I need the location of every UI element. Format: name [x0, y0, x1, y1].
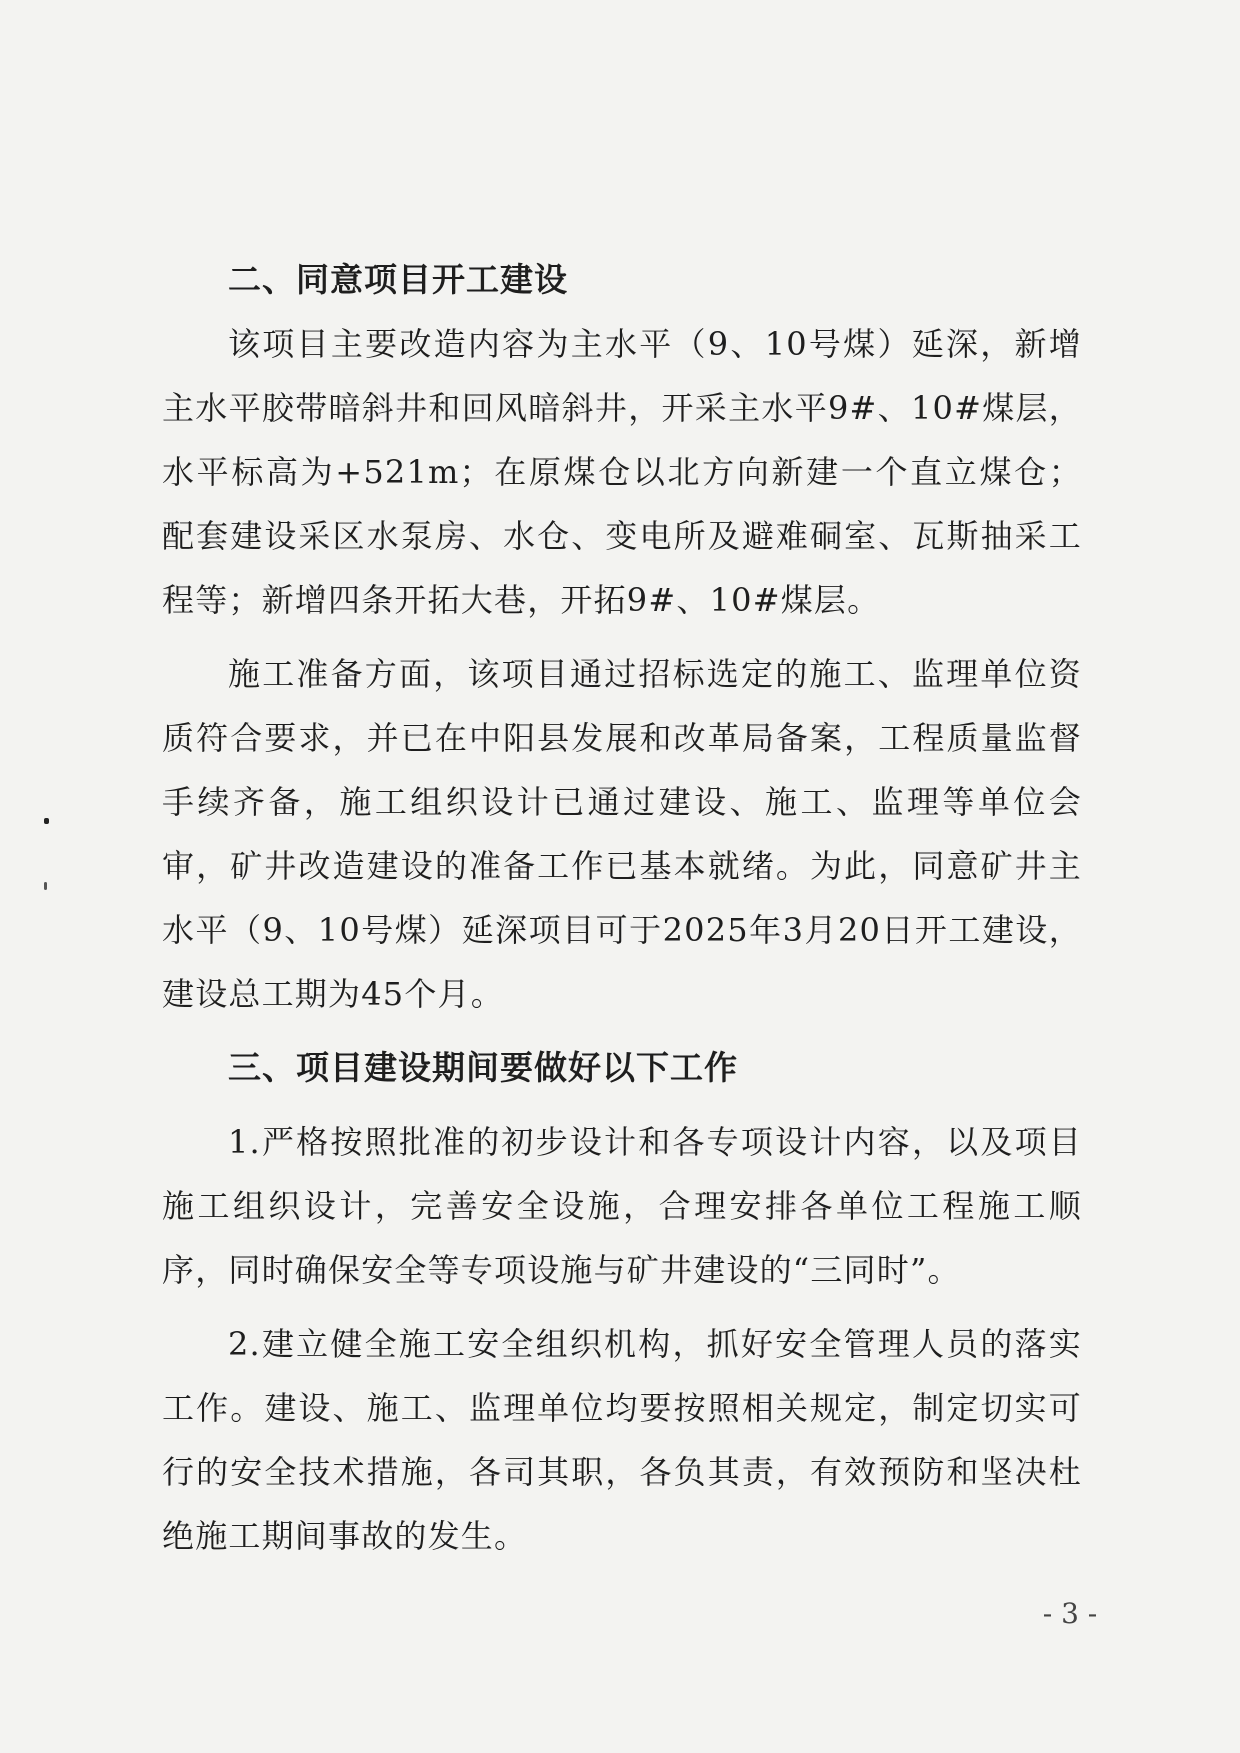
paragraph-construction-preparation: 施工准备方面，该项目通过招标选定的施工、监理单位资质符合要求，并已在中阳县发展和改革局备案，工程质量监督手续齐备，施工组织设计已通过建设、施工、监理等单位会审，矿井改造建设的准备工作已基本就绪。为此，同意矿井主水平（9、10号煤）延深项目可于2025年3月20日开工建设，建设总工期为45个月。: [162, 655, 1082, 1013]
section-heading-approve-construction: 二、同意项目开工建设: [228, 260, 568, 299]
section-heading-construction-requirements: 三、项目建设期间要做好以下工作: [228, 1048, 738, 1087]
paragraph-requirement-2: 2.建立健全施工安全组织机构，抓好安全管理人员的落实工作。建设、施工、监理单位均要按照相关规定，制定切实可行的安全技术措施，各司其职，各负其责，有效预防和坚决杜绝施工期间事故的发生。: [162, 1325, 1082, 1555]
paragraph-requirement-1: 1.严格按照批准的初步设计和各专项设计内容，以及项目施工组织设计，完善安全设施，合理安排各单位工程施工顺序，同时确保安全等专项设施与矿井建设的“三同时”。: [162, 1123, 1082, 1289]
binding-hole-mark: [44, 818, 49, 824]
binding-hole-mark: [44, 882, 47, 890]
page-number: - 3 -: [1042, 1597, 1098, 1630]
document-body: [162, 248, 1082, 1568]
paragraph-project-scope: 该项目主要改造内容为主水平（9、10号煤）延深，新增主水平胶带暗斜井和回风暗斜井，开采主水平9#、10#煤层，水平标高为+521m；在原煤仓以北方向新建一个直立煤仓；配套建设采区水泵房、水仓、变电所及避难硐室、瓦斯抽采工程等；新增四条开拓大巷，开拓9#、10#煤层。: [162, 325, 1082, 619]
